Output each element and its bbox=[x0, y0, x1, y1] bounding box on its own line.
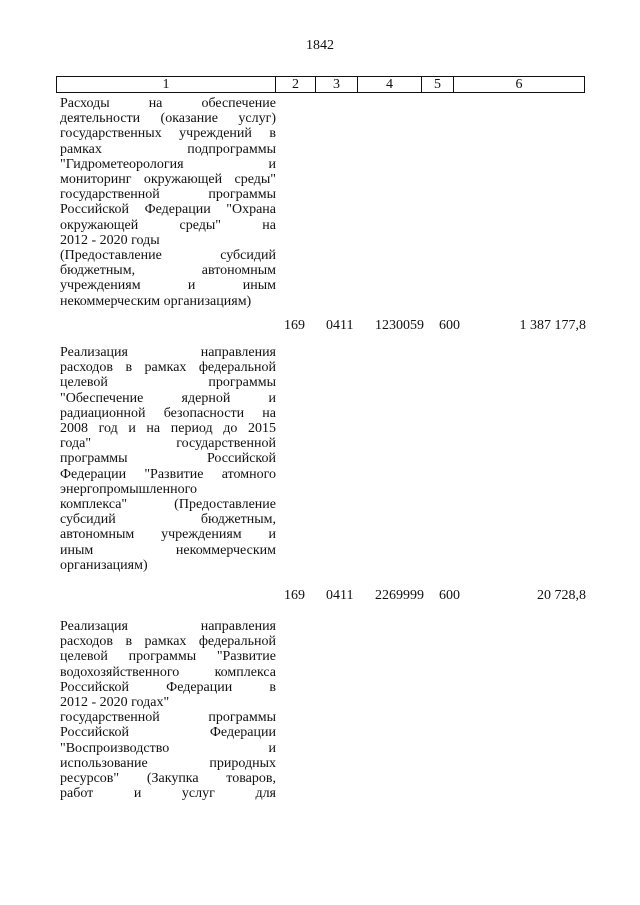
description-line: Российской Федерации в bbox=[60, 679, 276, 695]
description-line: некоммерческим организациям) bbox=[60, 293, 252, 309]
description-line: государственной программы bbox=[60, 710, 276, 726]
target-code: 1230059 bbox=[375, 318, 424, 333]
header-col-5: 5 bbox=[422, 77, 454, 93]
description-line: "Гидрометеорология и bbox=[60, 156, 276, 172]
table-row bbox=[60, 96, 586, 331]
description-line: использование природных bbox=[60, 755, 276, 771]
description-line: государственной программы bbox=[60, 187, 276, 203]
description-line: окружающей среды" на bbox=[60, 217, 276, 233]
header-col-4: 4 bbox=[358, 77, 422, 93]
description-line: Российской Федерации bbox=[60, 725, 276, 741]
description-line: радиационной безопасности на bbox=[60, 405, 276, 421]
description-line: государственных учреждений в bbox=[60, 126, 276, 142]
expense-type-code: 600 bbox=[439, 588, 460, 603]
description-line: целевой программы "Развитие bbox=[60, 649, 276, 665]
row-description bbox=[60, 619, 276, 801]
description-line: водохозяйственного комплекса bbox=[60, 664, 276, 680]
ministry-code: 169 bbox=[284, 318, 305, 333]
header-col-3: 3 bbox=[316, 77, 358, 93]
target-code: 2269999 bbox=[375, 588, 424, 603]
description-line: расходов в рамках федеральной bbox=[60, 360, 276, 376]
description-line: субсидий бюджетным, bbox=[60, 512, 276, 528]
column-header-row bbox=[57, 77, 585, 93]
description-line: иным некоммерческим bbox=[60, 542, 276, 558]
table-row bbox=[60, 345, 586, 605]
description-line: "Обеспечение ядерной и bbox=[60, 390, 276, 406]
amount: 20 728,8 bbox=[537, 588, 586, 603]
page-number: 1842 bbox=[306, 38, 334, 53]
description-line: программы Российской bbox=[60, 451, 276, 467]
description-line: (Предоставление субсидий bbox=[60, 248, 276, 264]
description-line: Российской Федерации "Охрана bbox=[60, 202, 276, 218]
description-line: "Воспроизводство и bbox=[60, 740, 276, 756]
header-col-2: 2 bbox=[276, 77, 316, 93]
header-col-1: 1 bbox=[57, 77, 276, 93]
description-line: Федерации "Развитие атомного bbox=[60, 466, 276, 482]
expense-type-code: 600 bbox=[439, 318, 460, 333]
column-header-table bbox=[56, 76, 585, 93]
description-line: деятельности (оказание услуг) bbox=[60, 111, 276, 127]
description-line: расходов в рамках федеральной bbox=[60, 634, 276, 650]
description-line: года" государственной bbox=[60, 436, 276, 452]
description-line: бюджетным, автономным bbox=[60, 263, 276, 279]
description-line: энергопромышленного bbox=[60, 481, 197, 497]
description-line: автономным учреждениям и bbox=[60, 527, 276, 543]
description-line: работ и услуг для bbox=[60, 786, 276, 802]
description-line: комплекса" (Предоставление bbox=[60, 497, 276, 513]
description-line: ресурсов" (Закупка товаров, bbox=[60, 771, 276, 787]
description-line: Расходы на обеспечение bbox=[60, 96, 276, 111]
ministry-code: 169 bbox=[284, 588, 305, 603]
description-line: 2012 - 2020 годы bbox=[60, 232, 160, 248]
section-code: 0411 bbox=[326, 588, 354, 603]
description-line: Реализация направления bbox=[60, 619, 276, 634]
description-line: учреждениям и иным bbox=[60, 278, 276, 294]
amount: 1 387 177,8 bbox=[519, 318, 586, 333]
description-line: 2008 год и на период до 2015 bbox=[60, 421, 276, 437]
description-line: организациям) bbox=[60, 557, 148, 573]
row-description bbox=[60, 345, 276, 573]
table-row bbox=[60, 619, 586, 809]
row-description bbox=[60, 96, 276, 309]
description-line: мониторинг окружающей среды" bbox=[60, 172, 276, 188]
description-line: целевой программы bbox=[60, 375, 276, 391]
description-line: 2012 - 2020 годах" bbox=[60, 695, 170, 711]
description-line: Реализация направления bbox=[60, 345, 276, 360]
header-col-6: 6 bbox=[454, 77, 585, 93]
description-line: рамках подпрограммы bbox=[60, 141, 276, 157]
section-code: 0411 bbox=[326, 318, 354, 333]
